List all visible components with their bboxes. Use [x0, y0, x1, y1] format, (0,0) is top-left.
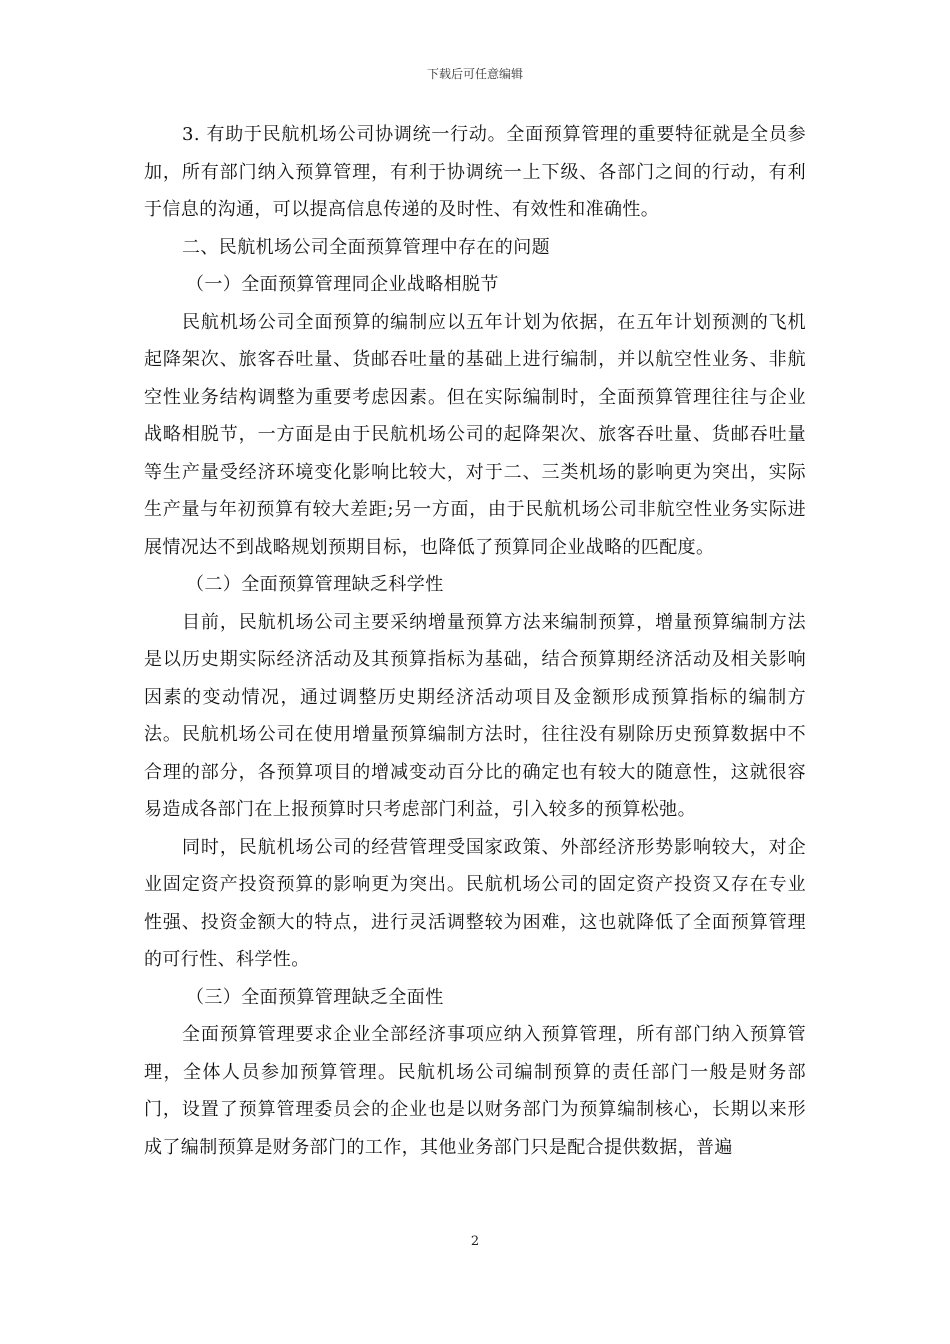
- subheading-lack-comprehensiveness: （三）全面预算管理缺乏全面性: [186, 986, 444, 1008]
- paragraph-fixed-asset-investment: 同时，民航机场公司的经营管理受国家政策、外部经济形势影响较大，对企业固定资产投资预算的影响更为突出。民航机场公司的固定资产投资又存在专业性强、投资金额大的特点，进行灵活调整较为困难，这也就降低了全面预算管理的可行性、科学性。: [144, 836, 806, 970]
- subheading-strategy-disconnect: （一）全面预算管理同企业战略相脱节: [186, 274, 499, 295]
- page-header: 下载后可任意编辑: [426, 67, 523, 81]
- section-heading-problems: 二、民航机场公司全面预算管理中存在的问题: [182, 236, 550, 258]
- subheading-lack-science: （二）全面预算管理缺乏科学性: [186, 574, 444, 595]
- document-body: [144, 116, 806, 1166]
- paragraph-point-3: 3. 有助于民航机场公司协调统一行动。全面预算管理的重要特征就是全员参加，所有部门纳入预算管理，有利于协调统一上下级、各部门之间的行动，有利于信息的沟通，可以提高信息传递的及时性、有效性和准确性。: [144, 124, 806, 220]
- page-number: 2: [470, 1234, 480, 1249]
- paragraph-comprehensiveness: 全面预算管理要求企业全部经济事项应纳入预算管理，所有部门纳入预算管理，全体人员参加预算管理。民航机场公司编制预算的责任部门一般是财务部门，设置了预算管理委员会的企业也是以财务部门为预算编制核心，长期以来形成了编制预算是财务部门的工作，其他业务部门只是配合提供数据，普遍: [144, 1024, 806, 1158]
- paragraph-strategy-disconnect: 民航机场公司全面预算的编制应以五年计划为依据，在五年计划预测的飞机起降架次、旅客吞吐量、货邮吞吐量的基础上进行编制，并以航空性业务、非航空性业务结构调整为重要考虑因素。但在实际编制时，全面预算管理往往与企业战略相脱节，一方面是由于民航机场公司的起降架次、旅客吞吐量、货邮吞吐量等生产量受经济环境变化影响比较大，对于二、三类机场的影响更为突出，实际生产量与年初预算有较大差距;另一方面，由于民航机场公司非航空性业务实际进展情况达不到战略规划预期目标，也降低了预算同企业战略的匹配度。: [144, 311, 806, 558]
- paragraph-incremental-budget: 目前，民航机场公司主要采纳增量预算方法来编制预算，增量预算编制方法是以历史期实际经济活动及其预算指标为基础，结合预算期经济活动及相关影响因素的变动情况，通过调整历史期经济活动项目及金额形成预算指标的编制方法。民航机场公司在使用增量预算编制方法时，往往没有剔除历史预算数据中不合理的部分，各预算项目的增减变动百分比的确定也有较大的随意性，这就很容易造成各部门在上报预算时只考虑部门利益，引入较多的预算松弛。: [144, 611, 806, 820]
